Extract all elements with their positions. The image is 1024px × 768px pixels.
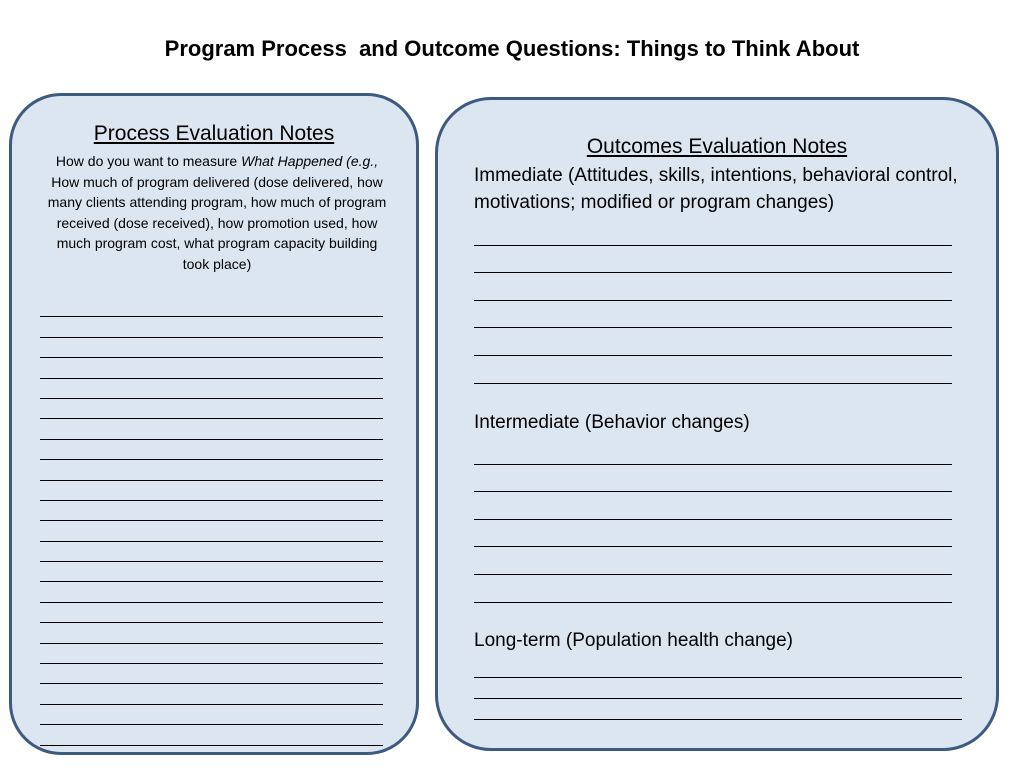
- note-line: [474, 328, 952, 356]
- desc-italic: What Happened (e.g.,: [241, 153, 379, 169]
- note-line: [474, 301, 952, 329]
- note-line: [40, 684, 383, 704]
- note-line: [474, 246, 952, 274]
- note-line: [474, 657, 962, 678]
- process-notes-lines: [40, 297, 383, 746]
- note-line: [474, 218, 952, 246]
- note-line: [474, 547, 952, 575]
- note-line: [474, 678, 962, 699]
- outcomes-panel-heading: Outcomes Evaluation Notes: [586, 135, 848, 158]
- note-line: [40, 521, 383, 541]
- intermediate-notes-lines: [474, 437, 952, 603]
- intermediate-label: Intermediate (Behavior changes): [474, 412, 750, 433]
- note-line: [40, 603, 383, 623]
- note-line: [40, 481, 383, 501]
- note-line: [474, 273, 952, 301]
- note-line: [40, 664, 383, 684]
- process-panel-heading: Process Evaluation Notes: [93, 122, 335, 145]
- desc-rest: How much of program delivered (dose delivered, how many clients attending program, how much of program received (dose received), how promotion used, how much program cost, what program capacity building took place): [47, 173, 387, 272]
- immediate-notes-lines: [474, 218, 952, 384]
- note-line: [474, 492, 952, 520]
- note-line: [474, 699, 962, 720]
- note-line: [474, 437, 952, 465]
- outcomes-evaluation-panel: [435, 97, 999, 751]
- note-line: [40, 582, 383, 602]
- note-line: [40, 725, 383, 745]
- longterm-label: Long-term (Population health change): [474, 630, 793, 651]
- note-line: [40, 399, 383, 419]
- note-line: [40, 338, 383, 358]
- note-line: [40, 460, 383, 480]
- note-line: [40, 440, 383, 460]
- longterm-notes-lines: [474, 657, 962, 720]
- note-line: [40, 623, 383, 643]
- note-line: [474, 575, 952, 603]
- note-line: [40, 419, 383, 439]
- immediate-label: Immediate (Attitudes, skills, intentions, behavioral control, motivations; modified or program changes): [474, 165, 958, 213]
- process-evaluation-panel: [9, 93, 419, 755]
- note-line: [40, 358, 383, 378]
- process-panel-description: [42, 151, 392, 274]
- note-line: [474, 465, 952, 493]
- note-line: [40, 379, 383, 399]
- note-line: [40, 705, 383, 725]
- note-line: [40, 542, 383, 562]
- desc-prefix: How do you want to measure: [55, 153, 242, 169]
- note-line: [40, 501, 383, 521]
- page-title: Program Process and Outcome Questions: Things to Think About: [164, 36, 860, 61]
- note-line: [40, 644, 383, 664]
- note-line: [40, 317, 383, 337]
- note-line: [40, 562, 383, 582]
- note-line: [40, 297, 383, 317]
- note-line: [474, 356, 952, 384]
- note-line: [474, 520, 952, 548]
